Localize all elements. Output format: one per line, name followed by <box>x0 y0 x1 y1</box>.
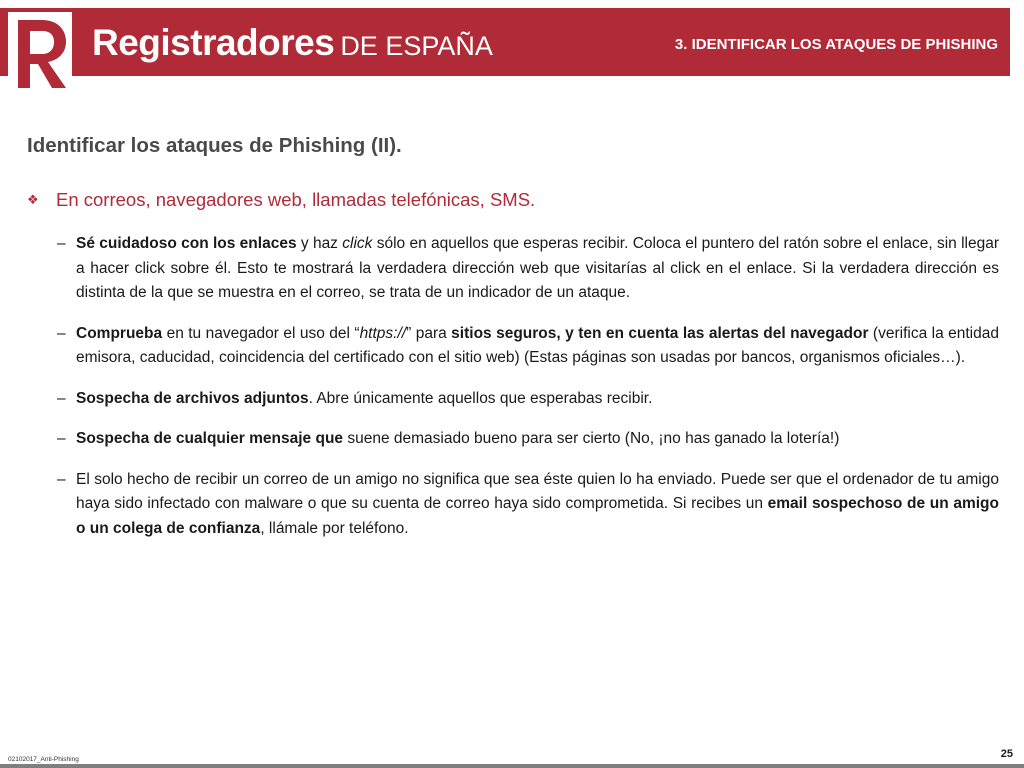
list-item <box>57 387 999 412</box>
item-text-bold: email sospechoso de un amigo o un colega de confianza <box>76 495 999 537</box>
item-text: en tu navegador el uso del “ <box>162 324 360 342</box>
item-text-bold: sitios seguros, y ten en cuenta las alertas del navegador <box>451 324 869 342</box>
item-text: (verifica la entidad emisora, caducidad, coincidencia del certificado con el sitio web) (Estas páginas son usadas por bancos, organismos oficiales…). <box>76 324 999 366</box>
page-title: Identificar los ataques de Phishing (II). <box>27 134 402 157</box>
dash-marker: – <box>57 235 66 252</box>
item-text-bold: Sospecha de archivos adjuntos <box>76 389 309 407</box>
item-text: El solo hecho de recibir un correo de un amigo no significa que sea éste quien lo ha enviado. Puede ser que el ordenador de tu amigo haya sido infectado con malware o que su cuenta de correo haya sido comprometida. Si recibes un <box>76 470 999 512</box>
dash-marker: – <box>57 470 66 488</box>
list-item <box>57 427 999 452</box>
list-item <box>57 322 999 371</box>
dash-marker: – <box>57 324 66 342</box>
main-bullet-text: En correos, navegadores web, llamadas telefónicas, SMS. <box>56 189 536 210</box>
item-text: suene demasiado bueno para ser cierto (No, ¡no has ganado la lotería!) <box>343 430 840 447</box>
item-text: y haz <box>296 235 343 252</box>
dash-marker: – <box>57 430 66 447</box>
item-text: ” para <box>406 324 452 342</box>
item-text-italic: click <box>342 235 373 252</box>
brand-main-text: Registradores <box>92 22 335 63</box>
list-item <box>57 468 999 542</box>
r-logo-icon <box>8 12 72 92</box>
dash-marker: – <box>57 389 66 407</box>
registradores-logo <box>8 12 72 92</box>
main-bullet <box>27 189 535 211</box>
item-text-italic: https:// <box>359 324 407 342</box>
item-text: . Abre únicamente aquellos que esperabas recibir. <box>308 389 653 407</box>
list-item <box>57 232 999 306</box>
section-label: 3. IDENTIFICAR LOS ATAQUES DE PHISHING <box>674 36 998 53</box>
item-text-bold: Sospecha de cualquier mensaje que <box>76 430 344 447</box>
brand-wordmark <box>92 22 493 64</box>
page-number: 25 <box>1000 748 1013 760</box>
diamond-bullet-icon: ❖ <box>27 192 39 207</box>
item-text: sólo en aquellos que esperas recibir. Coloca el puntero del ratón sobre el enlace, sin llegar a hacer click sobre él. Esto te mostrará la verdadera dirección web que visitarías al click en el enlace. Si la verdadera dirección es distinta de la que se muestra en el correo, se trata de un indicador de un ataque. <box>76 235 999 301</box>
item-text-bold: Sé cuidadoso con los enlaces <box>76 235 297 252</box>
tips-list <box>57 232 999 557</box>
footer-bar <box>0 764 1024 768</box>
item-text-bold: Comprueba <box>76 324 163 342</box>
brand-sub-text: DE ESPAÑA <box>340 31 493 61</box>
item-text: , llámale por teléfono. <box>260 519 409 537</box>
footer-code: 02102017_Anti-Phishing <box>8 756 79 763</box>
